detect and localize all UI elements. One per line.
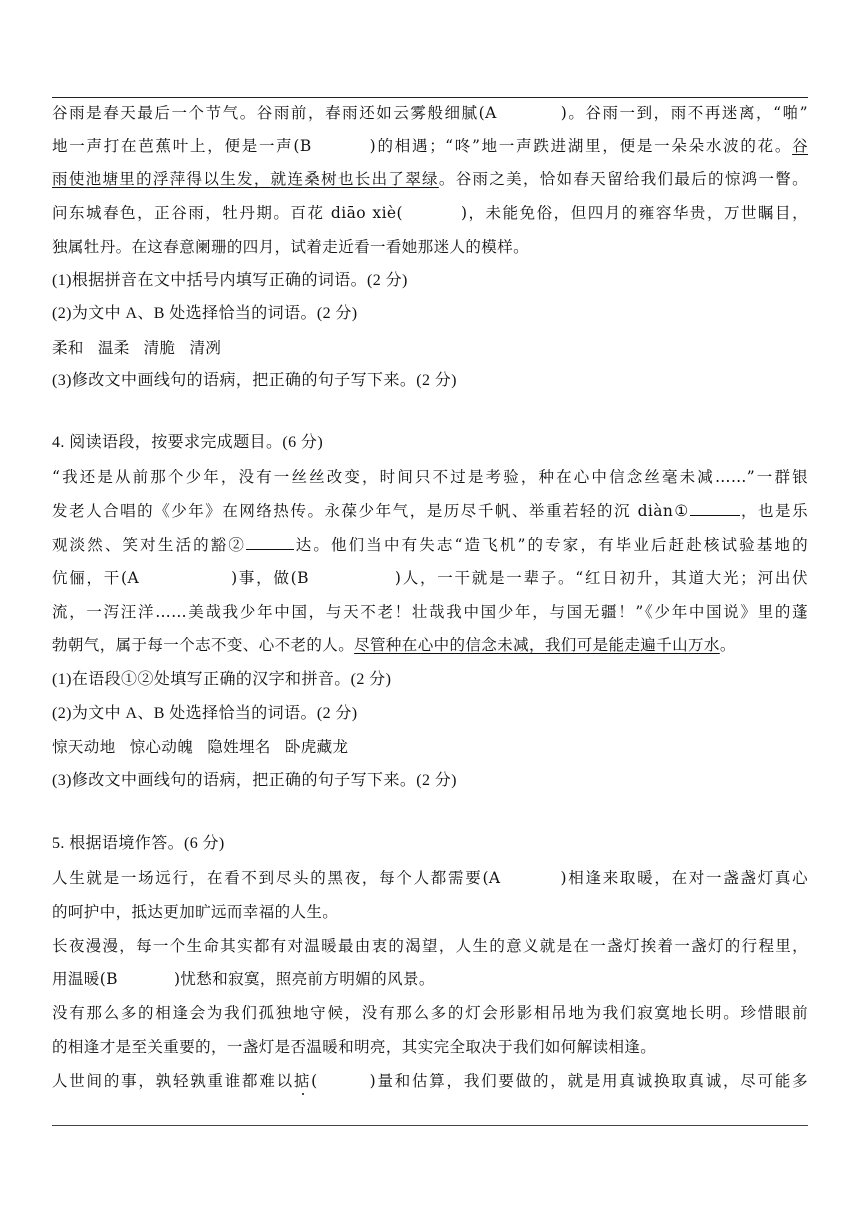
underlined-sentence: 尽管种在心中的信念未减，我们可是能走遍千山万水 bbox=[354, 636, 720, 654]
blank-2[interactable] bbox=[246, 531, 294, 550]
option-3: 隐姓埋名 bbox=[207, 738, 271, 756]
passage5-line-6: 的相逢才是至关重要的，一盏灯是否温暖和明亮，其实完全取决于我们如何解读相逢。 bbox=[52, 1038, 657, 1056]
question-4-heading: 4. 阅读语段，按要求完成题目。(6 分) bbox=[52, 434, 324, 451]
underlined-sentence-start: 谷 bbox=[792, 137, 808, 155]
question-5-heading: 5. 根据语境作答。(6 分) bbox=[52, 835, 225, 852]
passage4-line-4: 伉俪，干(A )事，做(B )人，一干就是一辈子。“红日初升，其道大光；河出伏 bbox=[52, 569, 808, 587]
passage3-question-3: (3)修改文中画线句的语病，把正确的句子写下来。(2 分) bbox=[52, 372, 457, 389]
passage4-line-2: 发老人合唱的《少年》在网络热传。永葆少年气，是历尽千帆、举重若轻的沉 diàn① ，也是乐 bbox=[52, 497, 808, 523]
passage3-question-1: (1)根据拼音在文中括号内填写正确的词语。(2 分) bbox=[52, 272, 408, 289]
passage4-question-1: (1)在语段①②处填写正确的汉字和拼音。(2 分) bbox=[52, 671, 392, 688]
option-2: 惊心动魄 bbox=[129, 738, 194, 756]
passage5-line-5: 没有那么多的相逢会为我们孤独地守候，没有那么多的灯会形影相吊地为我们寂寞地长明。珍惜眼前 bbox=[52, 1004, 808, 1022]
passage5-line-4: 用温暖(B )忧愁和寂寞，照亮前方明媚的风景。 bbox=[52, 970, 435, 988]
bottom-rule bbox=[52, 1125, 808, 1126]
passage5-line-7: 人世间的事，孰轻孰重谁都难以掂( )量和估算，我们要做的，就是用真诚换取真诚，尽可能多 bbox=[52, 1072, 808, 1090]
top-rule bbox=[52, 97, 808, 98]
passage3-question-2: (2)为文中 A、B 处选择恰当的词语。(2 分) bbox=[52, 305, 358, 322]
emphasis-dot-char: 掂 bbox=[293, 1072, 312, 1090]
passage3-line-5: 独属牡丹。在这春意阑珊的四月，试着走近看一看她那迷人的模样。 bbox=[52, 238, 530, 256]
passage5-line-2: 的呵护中，抵达更加旷远而幸福的人生。 bbox=[52, 903, 339, 921]
passage4-question-2: (2)为文中 A、B 处选择恰当的词语。(2 分) bbox=[52, 705, 358, 722]
passage4-line-3: 观淡然、笑对生活的豁② 达。他们当中有失志“造飞机”的专家，有毕业后赶赴核试验基地的 bbox=[52, 531, 808, 557]
passage4-line-5: 流，一泻汪洋……美哉我少年中国，与天不老！壮哉我中国少年，与国无疆！”《少年中国说》里的蓬 bbox=[52, 603, 808, 621]
passage4-options bbox=[52, 734, 808, 760]
passage3-line-4: 问东城春色，正谷雨，牡丹期。百花 diāo xiè( )，未能免俗，但四月的雍容华贵，万世瞩目， bbox=[52, 204, 808, 222]
option-4: 卧虎藏龙 bbox=[284, 738, 349, 756]
option-2: 温柔 bbox=[97, 339, 130, 357]
option-4: 清冽 bbox=[189, 339, 222, 357]
option-1: 柔和 bbox=[52, 339, 84, 357]
passage3-line-1: 谷雨是春天最后一个节气。谷雨前，春雨还如云雾般细腻(A )。谷雨一到，雨不再迷离，“啪” bbox=[52, 104, 808, 122]
passage4-line-6: 勃朝气，属于每一个志不变、心不老的人。尽管种在心中的信念未减，我们可是能走遍千山万水。 bbox=[52, 636, 736, 654]
passage3-options bbox=[52, 335, 808, 361]
passage5-line-3: 长夜漫漫，每一个生命其实都有对温暖最由衷的渴望，人生的意义就是在一盏灯挨着一盏灯的行程里， bbox=[52, 937, 808, 955]
passage3-line-3: 雨使池塘里的浮萍得以生发，就连桑树也长出了翠绿。谷雨之美，恰如春天留给我们最后的惊鸿一瞥。 bbox=[52, 170, 808, 188]
passage3-line-2: 地一声打在芭蕉叶上，便是一声(B )的相遇；“咚”地一声跌进湖里，便是一朵朵水波的花。谷 bbox=[52, 137, 808, 155]
passage4-line-1: “我还是从前那个少年，没有一丝丝改变，时间只不过是考验，种在心中信念丝毫未减……”一群银 bbox=[52, 468, 808, 486]
passage5-line-1: 人生就是一场远行，在看不到尽头的黑夜，每个人都需要(A )相逢来取暖，在对一盏盏灯真心 bbox=[52, 869, 808, 887]
passage4-question-3: (3)修改文中画线句的语病，把正确的句子写下来。(2 分) bbox=[52, 772, 457, 789]
option-3: 清脆 bbox=[143, 339, 176, 357]
underlined-sentence: 雨使池塘里的浮萍得以生发，就连桑树也长出了翠绿 bbox=[52, 170, 439, 188]
blank-1[interactable] bbox=[690, 497, 740, 516]
option-1: 惊天动地 bbox=[52, 738, 116, 756]
